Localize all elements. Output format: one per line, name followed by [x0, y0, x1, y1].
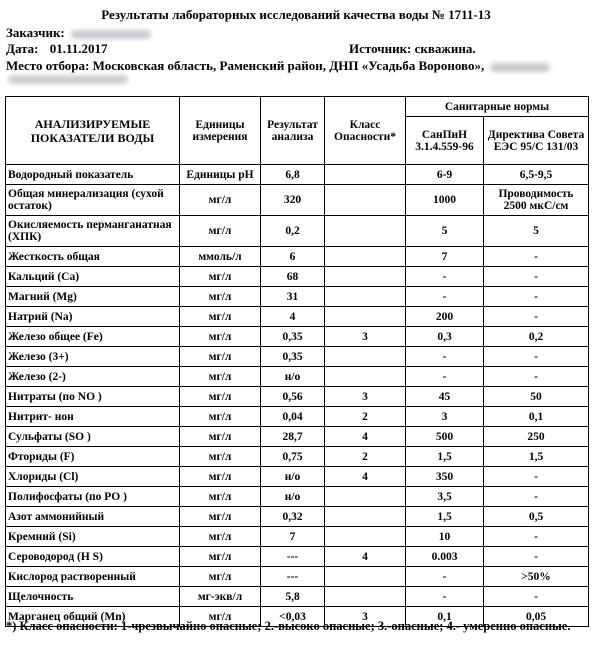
date-label: Дата:	[6, 41, 39, 56]
cell-hazard	[325, 347, 406, 367]
cell-result: 0,2	[261, 216, 325, 247]
cell-result: 7	[261, 527, 325, 547]
source-label: Источник:	[349, 41, 412, 56]
date-value: 01.11.2017	[49, 41, 108, 56]
cell-sanpin: 1,5	[406, 507, 484, 527]
cell-hazard: 3	[325, 327, 406, 347]
cell-eu: -	[484, 347, 589, 367]
source-value: скважина.	[414, 41, 476, 56]
cell-indicator: Водородный показатель	[6, 165, 180, 185]
cell-indicator: Общая минерализация (сухой остаток)	[6, 185, 180, 216]
cell-eu: -	[484, 547, 589, 567]
cell-hazard	[325, 216, 406, 247]
cell-unit: мг/л	[180, 387, 261, 407]
cell-indicator: Азот аммонийный	[6, 507, 180, 527]
cell-result: 320	[261, 185, 325, 216]
table-row	[6, 287, 589, 307]
cell-result: н/о	[261, 367, 325, 387]
place-line	[6, 58, 550, 73]
cell-unit: Единицы рН	[180, 165, 261, 185]
table-row	[6, 165, 589, 185]
cell-hazard	[325, 287, 406, 307]
cell-indicator: Кремний (Si)	[6, 527, 180, 547]
table-row	[6, 507, 589, 527]
cell-unit: мг-экв/л	[180, 587, 261, 607]
cell-hazard: 4	[325, 467, 406, 487]
table-row	[6, 387, 589, 407]
place-label: Место отбора:	[6, 58, 90, 73]
cell-indicator: Железо общее (Fe)	[6, 327, 180, 347]
cell-result: 5,8	[261, 587, 325, 607]
cell-eu: 250	[484, 427, 589, 447]
cell-unit: мг/л	[180, 467, 261, 487]
cell-indicator: Магний (Mg)	[6, 287, 180, 307]
header-result: Результат анализа	[261, 97, 325, 165]
cell-hazard: 3	[325, 607, 406, 627]
cell-result: н/о	[261, 467, 325, 487]
cell-sanpin: 350	[406, 467, 484, 487]
cell-sanpin: 3	[406, 407, 484, 427]
cell-result: 4	[261, 307, 325, 327]
cell-unit: мг/л	[180, 487, 261, 507]
table-row	[6, 216, 589, 247]
cell-unit: мг/л	[180, 407, 261, 427]
cell-unit: мг/л	[180, 185, 261, 216]
cell-eu: -	[484, 367, 589, 387]
cell-indicator: Кислород растворенный	[6, 567, 180, 587]
cell-indicator: Сульфаты (SO )	[6, 427, 180, 447]
cell-hazard	[325, 527, 406, 547]
table-row	[6, 267, 589, 287]
cell-result: 28,7	[261, 427, 325, 447]
cell-indicator: Железо (2-)	[6, 367, 180, 387]
cell-indicator: Жесткость общая	[6, 247, 180, 267]
cell-sanpin: 45	[406, 387, 484, 407]
table-row	[6, 347, 589, 367]
cell-hazard	[325, 567, 406, 587]
cell-eu: Проводимость 2500 мкС/см	[484, 185, 589, 216]
table-row	[6, 367, 589, 387]
cell-eu: -	[484, 287, 589, 307]
cell-result: <0,03	[261, 607, 325, 627]
report-title: Результаты лабораторных исследований качества воды № 1711-13	[101, 7, 491, 22]
cell-sanpin: -	[406, 287, 484, 307]
cell-hazard: 2	[325, 407, 406, 427]
table-row	[6, 307, 589, 327]
cell-result: 31	[261, 287, 325, 307]
cell-sanpin: 5	[406, 216, 484, 247]
redacted-address-line	[8, 75, 128, 84]
cell-hazard	[325, 165, 406, 185]
cell-result: ---	[261, 547, 325, 567]
table-row	[6, 467, 589, 487]
cell-eu: 5	[484, 216, 589, 247]
cell-indicator: Нитраты (по NO )	[6, 387, 180, 407]
cell-unit: мг/л	[180, 607, 261, 627]
cell-eu: 0,05	[484, 607, 589, 627]
results-table	[5, 96, 589, 627]
cell-indicator: Кальций (Ca)	[6, 267, 180, 287]
cell-result: 68	[261, 267, 325, 287]
cell-sanpin: 0,3	[406, 327, 484, 347]
cell-eu: -	[484, 587, 589, 607]
cell-eu: 6,5-9,5	[484, 165, 589, 185]
customer-label: Заказчик:	[6, 25, 65, 40]
cell-sanpin: 6-9	[406, 165, 484, 185]
cell-indicator: Полифосфаты (по PO )	[6, 487, 180, 507]
cell-result: 6,8	[261, 165, 325, 185]
cell-eu: -	[484, 247, 589, 267]
cell-sanpin: -	[406, 267, 484, 287]
cell-sanpin: 200	[406, 307, 484, 327]
table-row	[6, 527, 589, 547]
cell-sanpin: 7	[406, 247, 484, 267]
table-row	[6, 547, 589, 567]
source-line	[349, 41, 476, 56]
cell-eu: -	[484, 267, 589, 287]
cell-unit: мг/л	[180, 216, 261, 247]
table-row	[6, 587, 589, 607]
header-sanitary: Санитарные нормы	[406, 97, 589, 117]
date-line	[6, 41, 108, 56]
table-row	[6, 327, 589, 347]
cell-unit: мг/л	[180, 507, 261, 527]
cell-unit: мг/л	[180, 327, 261, 347]
redacted-place-tail	[490, 63, 550, 72]
header-units: Единицы измерения	[180, 97, 261, 165]
cell-sanpin: 1000	[406, 185, 484, 216]
cell-sanpin: 500	[406, 427, 484, 447]
cell-indicator: Натрий (Na)	[6, 307, 180, 327]
cell-result: 0,35	[261, 327, 325, 347]
cell-unit: мг/л	[180, 427, 261, 447]
cell-result: 6	[261, 247, 325, 267]
cell-indicator: Марганец общий (Mn)	[6, 607, 180, 627]
table-row	[6, 567, 589, 587]
cell-result: 0,56	[261, 387, 325, 407]
cell-hazard	[325, 587, 406, 607]
table-row	[6, 247, 589, 267]
cell-result: 0,32	[261, 507, 325, 527]
cell-eu: 0,1	[484, 407, 589, 427]
header-hazard: Класс Опасности*	[325, 97, 406, 165]
cell-sanpin: 1,5	[406, 447, 484, 467]
cell-hazard: 2	[325, 447, 406, 467]
cell-eu: 0,2	[484, 327, 589, 347]
cell-hazard	[325, 507, 406, 527]
cell-indicator: Сероводород (H S)	[6, 547, 180, 567]
cell-eu: -	[484, 467, 589, 487]
cell-unit: мг/л	[180, 307, 261, 327]
cell-indicator: Хлориды (Cl)	[6, 467, 180, 487]
cell-hazard: 3	[325, 387, 406, 407]
cell-sanpin: 0.003	[406, 547, 484, 567]
cell-sanpin: -	[406, 587, 484, 607]
cell-sanpin: 10	[406, 527, 484, 547]
redacted-customer-name	[71, 30, 151, 39]
cell-hazard	[325, 487, 406, 507]
table-row	[6, 407, 589, 427]
cell-eu: >50%	[484, 567, 589, 587]
cell-hazard	[325, 247, 406, 267]
cell-unit: мг/л	[180, 567, 261, 587]
cell-unit: мг/л	[180, 547, 261, 567]
cell-eu: -	[484, 487, 589, 507]
cell-indicator: Щелочность	[6, 587, 180, 607]
cell-indicator: Фториды (F)	[6, 447, 180, 467]
table-row	[6, 185, 589, 216]
cell-unit: мг/л	[180, 367, 261, 387]
cell-result: 0,35	[261, 347, 325, 367]
header-sanpin: СанПиН 3.1.4.559-96	[406, 117, 484, 165]
cell-unit: мг/л	[180, 267, 261, 287]
cell-eu: 1,5	[484, 447, 589, 467]
cell-result: 0,04	[261, 407, 325, 427]
cell-eu: -	[484, 307, 589, 327]
table-row	[6, 427, 589, 447]
customer-line	[6, 25, 151, 40]
header-eu: Директива Совета ЕЭС 95/С 131/03	[484, 117, 589, 165]
cell-sanpin: -	[406, 567, 484, 587]
cell-unit: ммоль/л	[180, 247, 261, 267]
cell-unit: мг/л	[180, 347, 261, 367]
cell-eu: 50	[484, 387, 589, 407]
cell-unit: мг/л	[180, 287, 261, 307]
cell-indicator: Окисляемость перманганатная (ХПК)	[6, 216, 180, 247]
cell-hazard: 4	[325, 427, 406, 447]
cell-hazard: 4	[325, 547, 406, 567]
cell-hazard	[325, 367, 406, 387]
cell-hazard	[325, 185, 406, 216]
cell-result: 0,75	[261, 447, 325, 467]
cell-hazard	[325, 267, 406, 287]
cell-hazard	[325, 307, 406, 327]
cell-eu: -	[484, 527, 589, 547]
header-indicator: АНАЛИЗИРУЕМЫЕ ПОКАЗАТЕЛИ ВОДЫ	[6, 97, 180, 165]
cell-sanpin: 0,1	[406, 607, 484, 627]
hazard-footnote: *) Класс опасности: 1-чрезвычайно опасные; 2.-высоко опасные; 3.-опасные; 4.- умеренно опасные.	[6, 619, 571, 633]
cell-sanpin: -	[406, 367, 484, 387]
table-row	[6, 487, 589, 507]
cell-result: ---	[261, 567, 325, 587]
table-row	[6, 447, 589, 467]
cell-unit: мг/л	[180, 447, 261, 467]
cell-result: н/о	[261, 487, 325, 507]
cell-indicator: Нитрит- нон	[6, 407, 180, 427]
cell-sanpin: -	[406, 347, 484, 367]
cell-unit: мг/л	[180, 527, 261, 547]
cell-sanpin: 3,5	[406, 487, 484, 507]
cell-indicator: Железо (3+)	[6, 347, 180, 367]
cell-eu: 0,5	[484, 507, 589, 527]
place-value: Московская область, Раменский район, ДНП «Усадьба Вороново»,	[92, 58, 485, 73]
